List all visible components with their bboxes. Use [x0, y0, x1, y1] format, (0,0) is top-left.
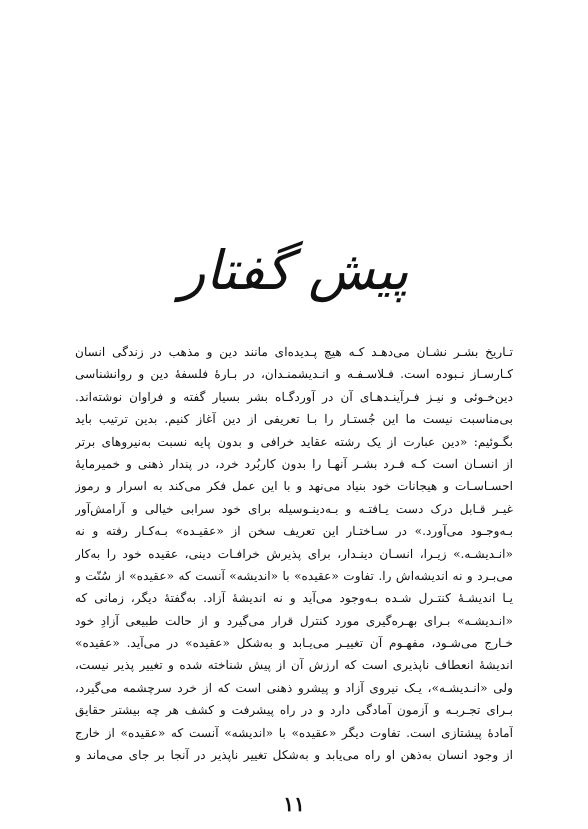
text-line: غیـر قـابل درک دست یـافتـه و بـه‌دینـوسیله برای خود سرابی خیالی و آرامش‌آور [75, 501, 513, 516]
text-line: ولی «انـدیشـه»، یـک نیروی آزاد و پیشرو ذهنی است که از خرد سرچشمه می‌گیرد، [75, 680, 513, 695]
text-line: احسـاسـات و هیجانات خود بنیاد می‌نهد و با این عمل فکر می‌کند به اسرار و رموز [75, 479, 513, 494]
text-line: بی‌مناسبت نیست ما این جُستـار را بـا تعریفی از دین آغاز کنیم. بدین ترتیب باید [75, 412, 513, 427]
text-line: از انسـان است کـه فـرد بشـر آنهـا را بدون کاربُرد خرد، در پندار ذهنی و خمیرمایهٔ [75, 456, 513, 471]
text-line: کـارسـاز نـبوده است. فـلاسـفـه و انـدیشمنـدان، در بـارهٔ فلسفهٔ دین و روانشناسی [75, 367, 513, 382]
page-title: پیش گفتار [179, 239, 409, 302]
text-line: از وجود انسان به‌ذهن او راه می‌یابد و به‌شکل تغییر ناپذیر در آنجا بر جای می‌ماند و [75, 748, 513, 763]
text-line: یـا اندیشـهٔ کنتـرل شـده بـه‌وجود می‌آید و نه اندیشهٔ آزاد. به‌گفتهٔ دیگر، زمانی که [75, 591, 513, 606]
text-line: «انـدیشـه.» زیـرا، انسـان دینـدار، برای پذیرش خرافـات دینی، عقیده خود را به‌کار [75, 546, 513, 561]
text-line: «انـدیشـه» بـرای بهـره‌گیری مورد کنترل قرار می‌گیرد و از حالت طبیعی آزادِ خود [75, 613, 513, 628]
text-line: دین‌خـوئی و نیـز فـرآینـدهـای آن در آوردگـاه بشر بسیار گفته و فراوان نوشته‌اند. [75, 389, 513, 404]
text-line: بـرای تجـربـه و آزمون آمادگی دارد و در راه پیشرفت و کشف هر چه بیشتر حقایق [75, 703, 513, 718]
text-line: خـارج می‌شـود، مفهـوم آن تغییـر می‌یـابد و به‌شکل «عقیده» در می‌آید. «عقیده» [75, 636, 513, 651]
body-paragraph [75, 341, 513, 766]
text-line: بگـوئیم: «دین عبارت از یک رشته عقاید خرافی و بدون پایه نسبت به‌نیروهای برتر [75, 434, 513, 449]
text-line: آمادهٔ پیشتازی است. تفاوت دیگر «عقیده» با «اندیشه» آنست که «عقیده» از خارج [75, 725, 513, 740]
text-line: تـاریخ بشـر نشـان می‌دهـد کـه هیچ پـدیده‌ای مانند دین و مذهب در زندگی انسان [75, 345, 513, 359]
text-line: می‌بـرد و نه اندیشه‌اش را. تفاوت «عقیده» با «اندیشه» آنست که «عقیده» از سُنّت و [75, 568, 513, 583]
text-line: بـه‌وجـود می‌آورد.» در سـاختـار این تعریف سخن از «عقیـده» بـه‌کـار رفته و نه [75, 524, 513, 539]
page-number: ۱۱ [283, 792, 305, 816]
text-line: اندیشهٔ انعطاف ناپذیری است که ارزش آن از پیش شناخته شده و تغییر پذیر نیست، [75, 658, 513, 673]
